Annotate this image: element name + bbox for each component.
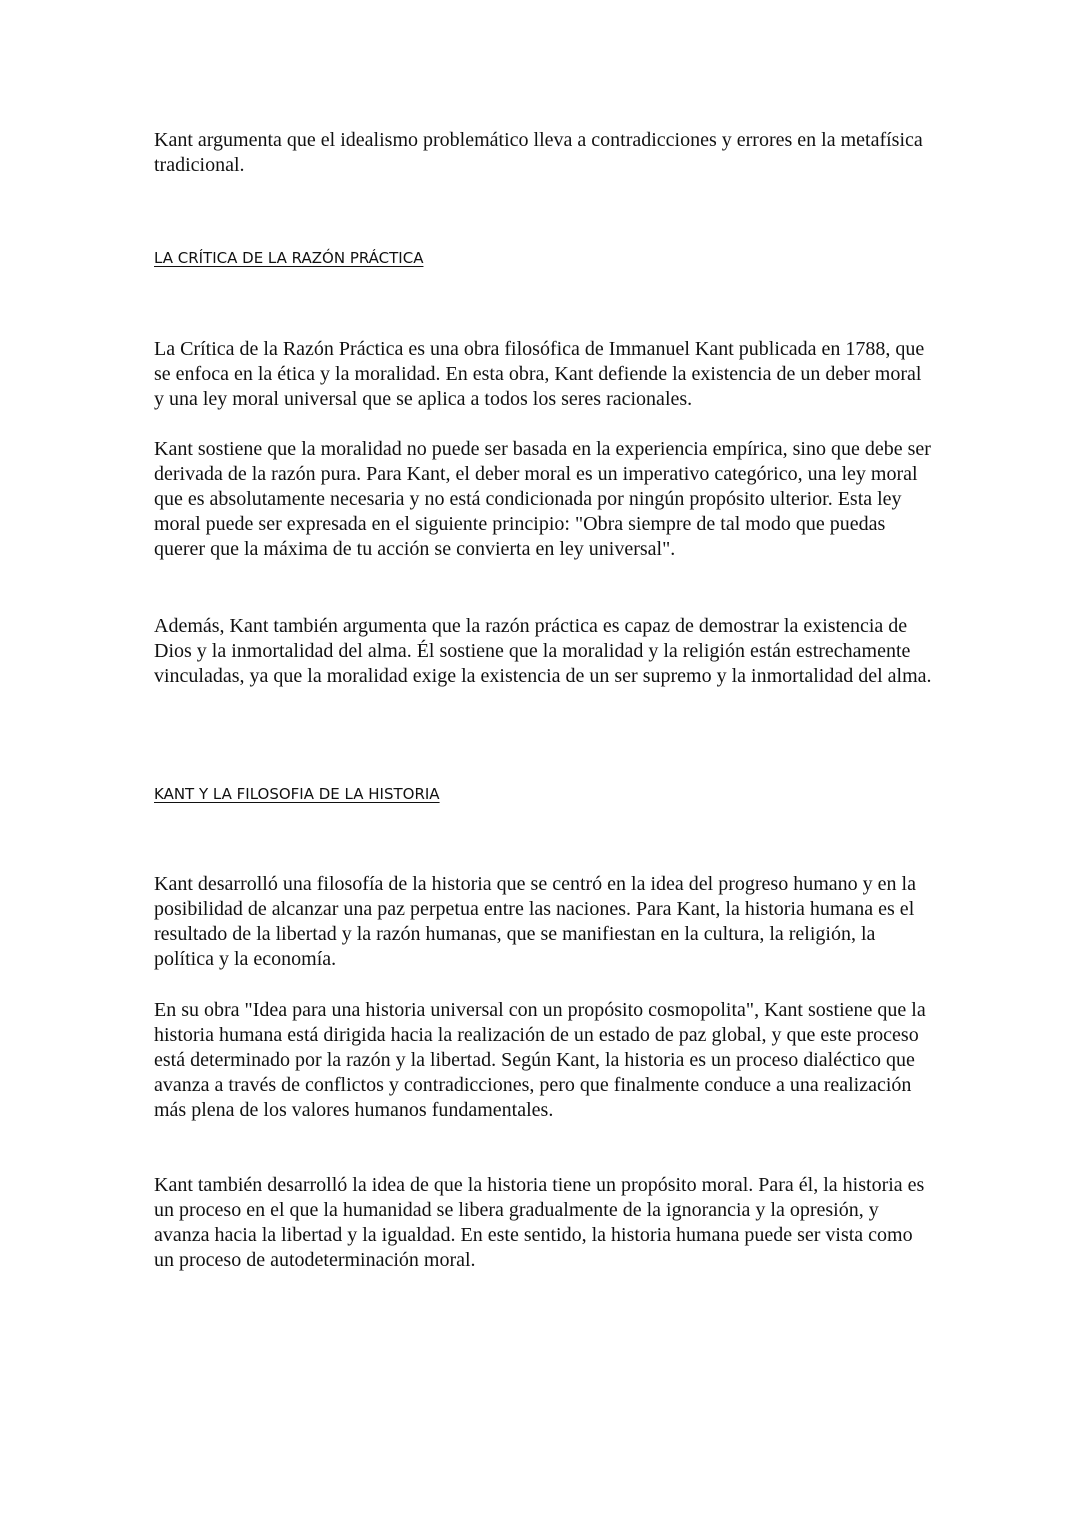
section-heading-critica-razon-practica: LA CRÍTICA DE LA RAZÓN PRÁCTICA [154, 249, 424, 267]
paragraph-historia-universal: En su obra "Idea para una historia universal con un propósito cosmopolita", Kant sostiene que la historia humana está dirigida hacia la realización de un estado de paz global, y que este proceso está determinado por la razón y la libertad. Según Kant, la historia es un proceso dialéctico que avanza a través de conflictos y contradicciones, pero que finalmente conduce a una realización más plena de los valores humanos fundamentales. [154, 999, 926, 1121]
paragraph-proposito-moral: Kant también desarrolló la idea de que la historia tiene un propósito moral. Para él, la historia es un proceso en el que la humanidad se libera gradualmente de la ignorancia y la opresión, y avanza hacia la libertad y la igualdad. En este sentido, la historia humana puede ser vista como un proceso de autodeterminación moral. [154, 1174, 925, 1271]
paragraph-imperativo-categorico: Kant sostiene que la moralidad no puede ser basada en la experiencia empírica, sino que debe ser derivada de la razón pura. Para Kant, el deber moral es un imperativo categórico, una ley moral que es absolutamente necesaria y no está condicionada por ningún propósito ulterior. Esta ley moral puede ser expresada en el siguiente principio: "Obra siempre de tal modo que puedas querer que la máxima de tu acción se convierta en ley universal". [154, 438, 931, 560]
intro-paragraph: Kant argumenta que el idealismo problemático lleva a contradicciones y errores en la metafísica tradicional. [154, 129, 923, 176]
section-heading-filosofia-historia: KANT Y LA FILOSOFIA DE LA HISTORIA [154, 785, 440, 803]
paragraph-progreso-humano: Kant desarrolló una filosofía de la historia que se centró en la idea del progreso humano y en la posibilidad de alcanzar una paz perpetua entre las naciones. Para Kant, la historia humana es el resultado de la libertad y la razón humanas, que se manifiestan en la cultura, la religión, la política y la economía. [154, 873, 916, 970]
paragraph-critica-intro: La Crítica de la Razón Práctica es una obra filosófica de Immanuel Kant publicada en 1788, que se enfoca en la ética y la moralidad. En esta obra, Kant defiende la existencia de un deber moral y una ley moral universal que se aplica a todos los seres racionales. [154, 338, 925, 410]
paragraph-dios-inmortalidad: Además, Kant también argumenta que la razón práctica es capaz de demostrar la existencia de Dios y la inmortalidad del alma. Él sostiene que la moralidad y la religión están estrechamente vinculadas, ya que la moralidad exige la existencia de un ser supremo y la inmortalidad del alma. [154, 615, 932, 687]
